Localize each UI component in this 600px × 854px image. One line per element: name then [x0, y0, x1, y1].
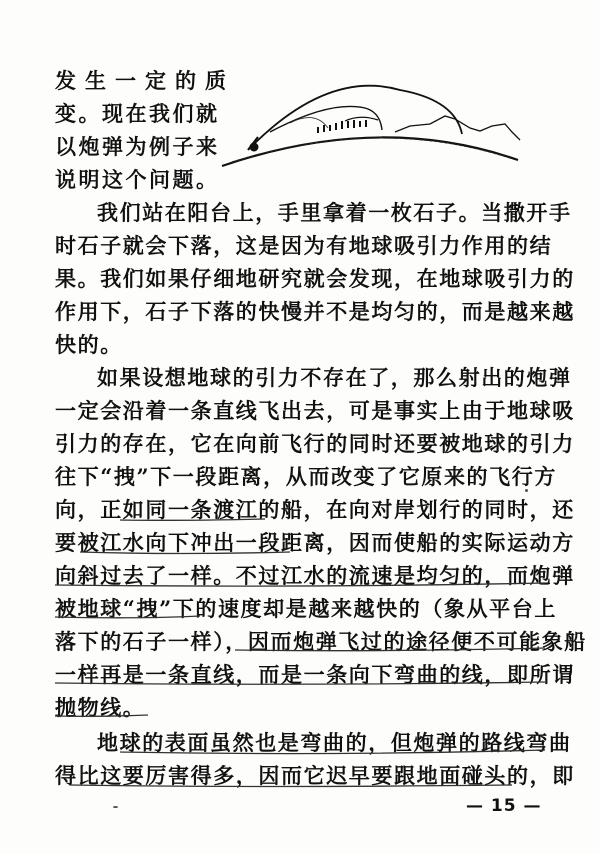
intro-line: 变。现在我们就	[55, 101, 220, 126]
paragraph-2-line: 向斜过去了一样。不过江水的流速是均匀的，而炮弹	[55, 563, 575, 588]
paragraph-3-line: 地球的表面虽然也是弯曲的，但炮弹的路线弯曲	[97, 730, 572, 755]
paragraph-1-line: 时石子就会下落，这是因为有地球吸引力作用的结	[55, 233, 553, 258]
paragraph-2-line: 被地球“拽”下的速度却是越来越快的（象从平台上	[55, 596, 557, 621]
print-speck	[525, 489, 528, 492]
paragraph-1-line: 果。我们如果仔细地研究就会发现，在地球吸引力的	[55, 266, 575, 291]
paragraph-2-line: 一定会沿着一条直线飞出去，可是事实上由于地球吸	[55, 398, 575, 423]
paragraph-3-line: 得比这要厉害得多，因而它迟早要跟地面碰头的，即	[55, 763, 575, 788]
paragraph-2-line: 如果设想地球的引力不存在了，那么射出的炮弹	[97, 365, 572, 390]
paragraph-1-line: 快的。	[55, 332, 123, 357]
paragraph-2-line: 向，正如同一条渡江的船，在向对岸划行的同时，还	[55, 497, 575, 522]
paragraph-2-line: 引力的存在，它在向前飞行的同时还要被地球的引力	[55, 431, 575, 456]
page-number: — 15 —	[466, 796, 542, 816]
intro-line: 发生一定的质	[55, 68, 235, 93]
paragraph-2-line: 一样再是一条直线，而是一条向下弯曲的线，即所谓	[55, 662, 575, 687]
paragraph-2-line: 抛物线。	[55, 695, 146, 720]
paragraph-1-line: 我们站在阳台上，手里拿着一枚石子。当撒开手	[97, 200, 572, 225]
paragraph-2-line: 要被江水向下冲出一段距离，因而使船的实际运动方	[55, 530, 575, 555]
paragraph-2-line: 落下的石子一样），因而炮弹飞过的途径便不可能象船	[55, 629, 587, 654]
intro-line: 以炮弹为例子来	[55, 134, 220, 159]
paragraph-1-line: 作用下，石子下落的快慢并不是均匀的，而是越来越	[55, 299, 575, 324]
intro-line: 说明这个问题。	[55, 167, 220, 192]
print-speck	[113, 806, 118, 808]
paragraph-2-line: 往下“拽”下一段距离，从而改变了它原来的飞行方	[55, 464, 557, 489]
